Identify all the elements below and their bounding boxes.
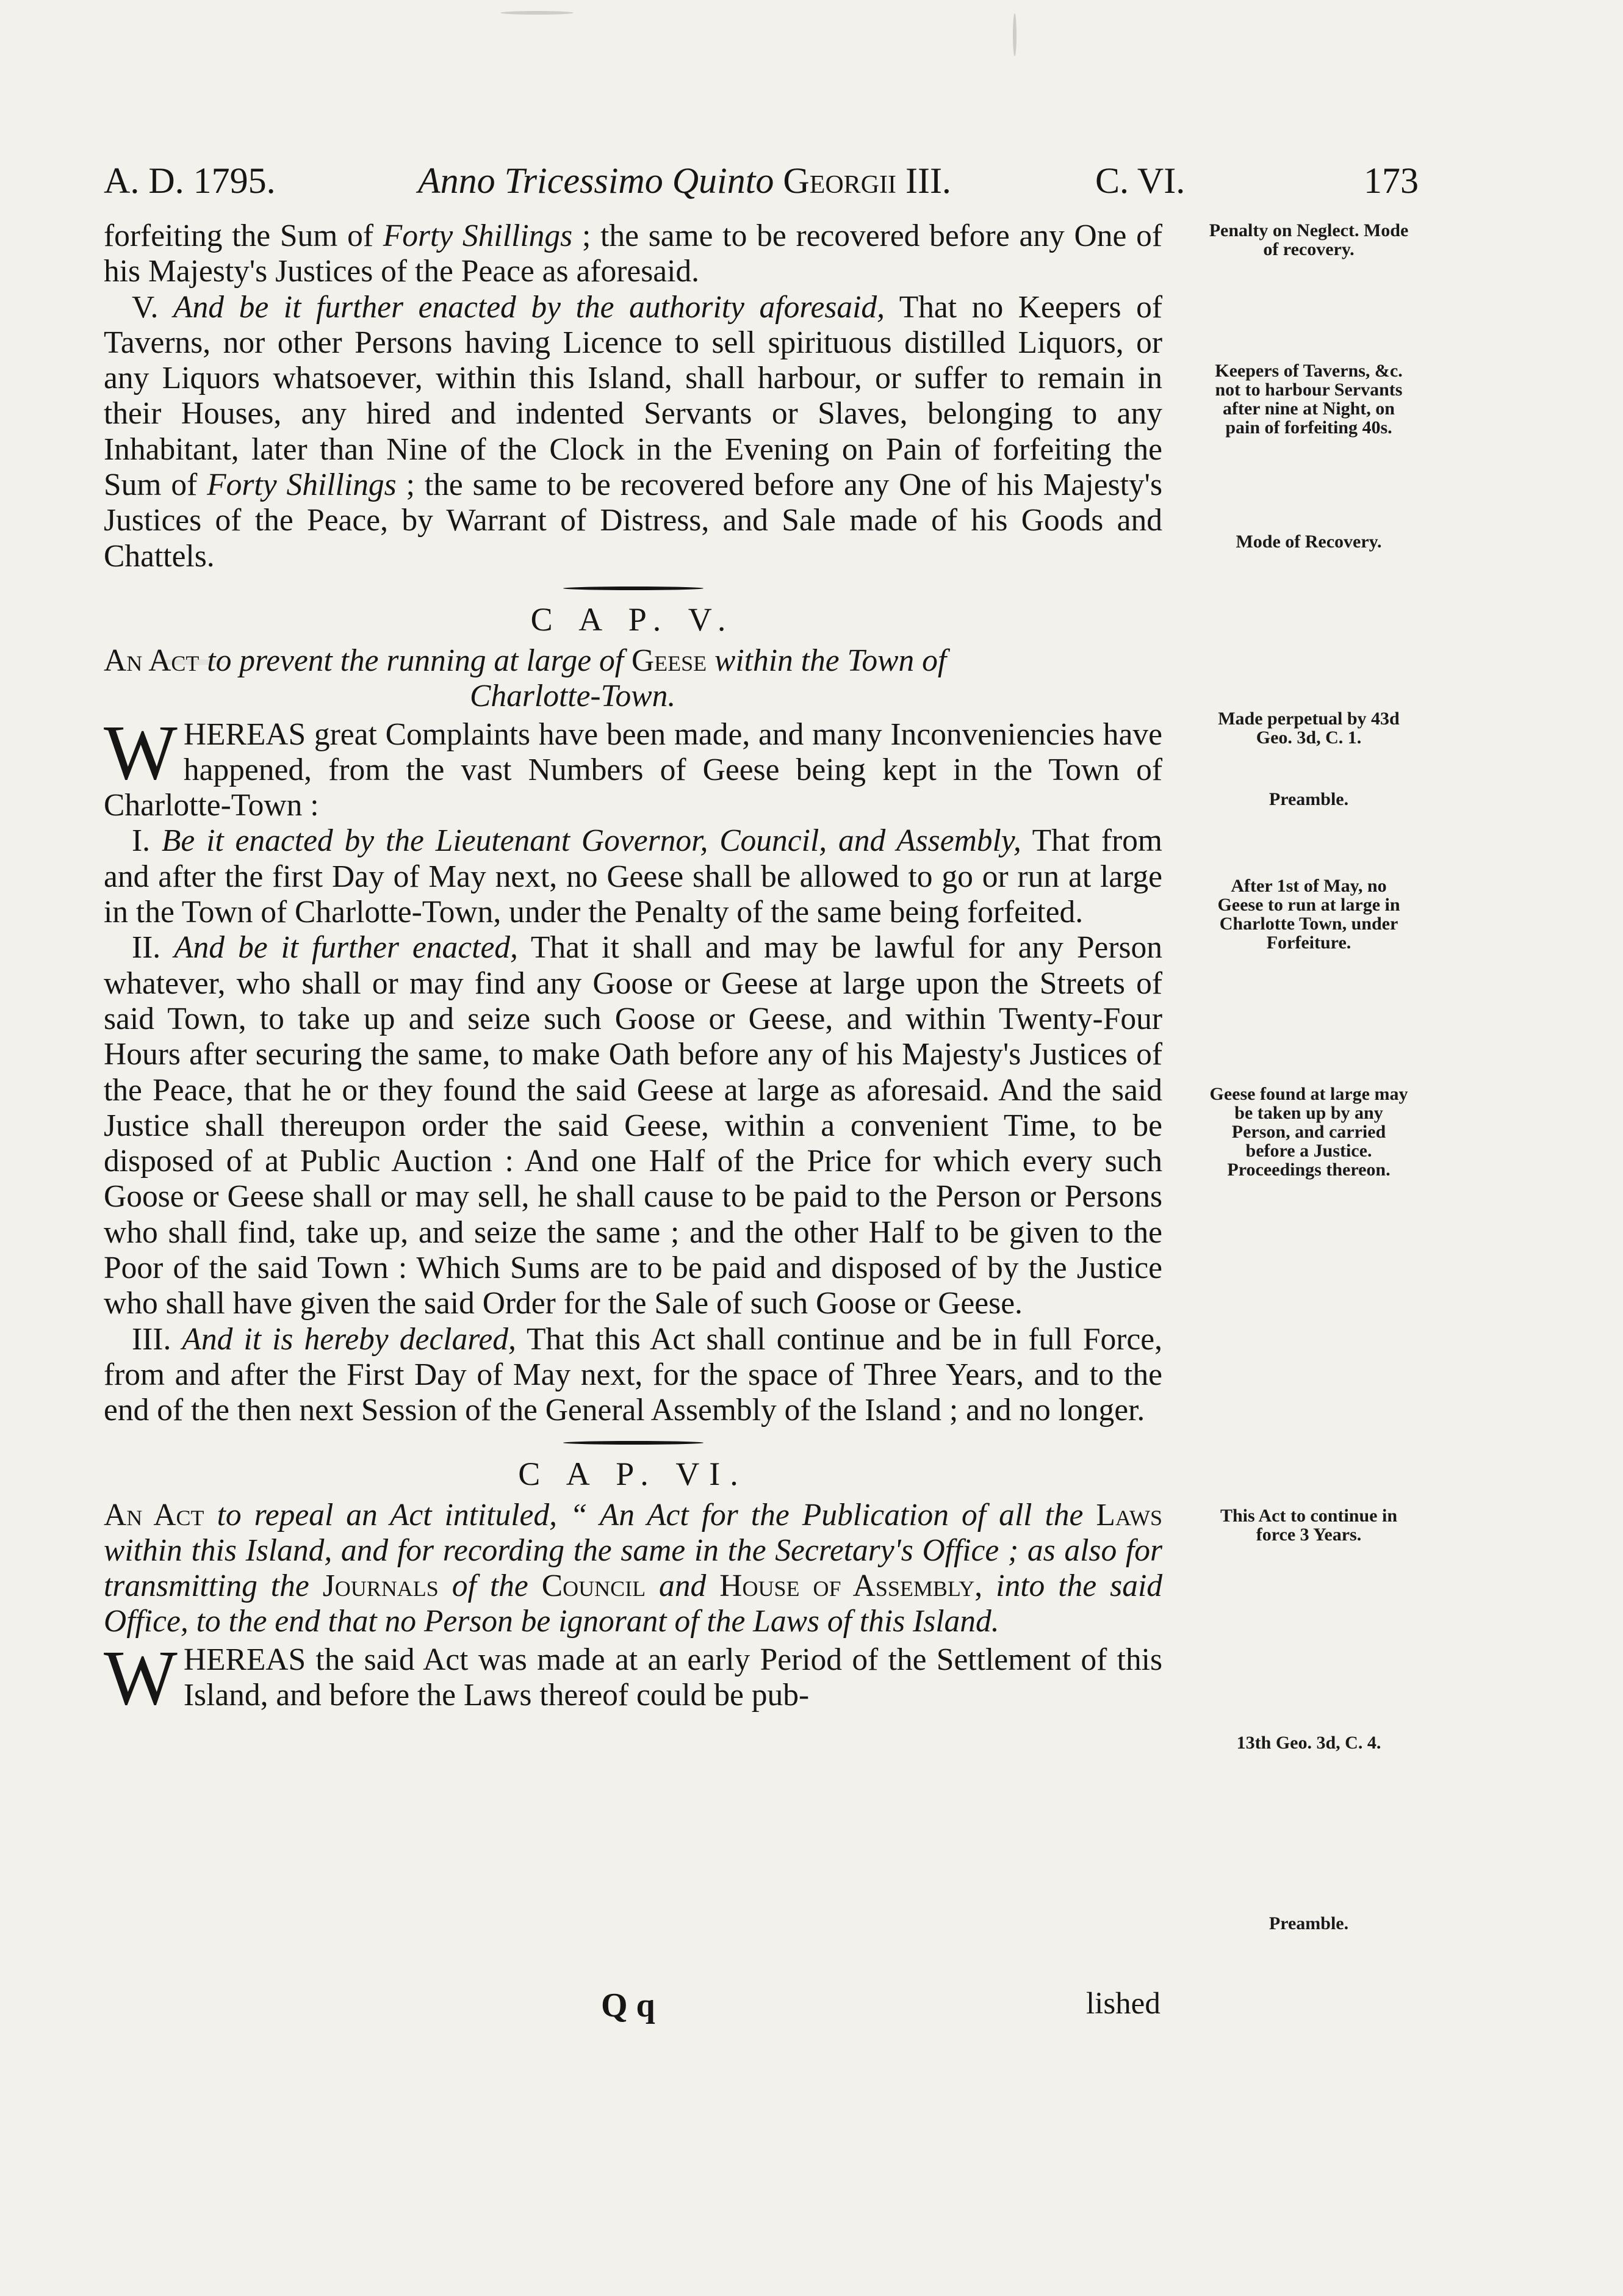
text: That it shall and may be lawful for any Person whatever, who shall or may find any Goose or Geese at large upon the Streets of said Town, to take up and seize such Goose or Geese, and within Twenty-Four Hours after securing the same, to make Oath before any of his Majesty's Justices of the Peace, that he or they found the said Geese at large as aforesaid. And the said Justice shall thereupon order the said Geese, within a convenient Time, to be disposed of at Public Auction : And one Half of the Price for which every such Goose or Geese shall or may sell, he shall cause to be paid to the Person or Persons who shall find, take up, and seize the same ; and the other Half to be given to the Poor of the said Town : Which Sums are to be paid and disposed of by the Justice who shall have given the said Order for the Sale of such Goose or Geese. [104,930,1163,1321]
margin-note: Preamble. [1269,789,1349,809]
page-number: 173 [1364,161,1419,201]
text-smallcaps: Journals [322,1569,439,1604]
section-iii [104,1322,1162,1429]
catchword: lished [1086,1987,1161,2021]
enacting-clause: And be it further enacted, [174,930,518,966]
text-italic: within this Island, and for recording the same in the Secretary's Office ; as also for transmitting the [104,1532,1162,1604]
header-chapter: C. VI. [1095,161,1186,201]
margin-note: Geese found at large may be taken up by any Person, and carried before a Justice. Proceedings thereon. [1209,1084,1408,1180]
margin-note: Made perpetual by 43d Geo. 3d, C. 1. [1218,709,1400,748]
act-title [104,1498,1162,1640]
drop-cap: W [104,709,178,796]
section-divider [563,583,704,593]
margin-note: Preamble. [1269,1913,1349,1933]
text-smallcaps: Geese [631,643,707,678]
section-number: III. [132,1321,171,1357]
text-italic: into the said Office, to the end that no Person be ignorant of the Laws of this Island. [104,1569,1163,1639]
signature-mark: Q q [601,1987,655,2024]
text-smallcaps: Laws [1096,1497,1162,1532]
margin-note: This Act to continue in force 3 Years. [1220,1506,1398,1545]
enacting-clause: Be it enacted by the Lieutenant Governor, Council, and Assembly, [161,823,1021,859]
scan-speck [1013,13,1017,56]
enacting-clause: And be it further enacted by the authority aforesaid, [173,289,885,325]
section-i [104,823,1162,930]
text-italic: to repeal an Act intituled, “ An Act for the Publication of all the [204,1497,1096,1532]
text: That this Act shall continue and be in full Force, from and after the First Day of May next, for the space of Three Years, and to the end of the then next Session of the General Assembly of the Island ; and no longer. [104,1321,1162,1428]
text: That no Keepers of Taverns, nor other Persons having Licence to sell spirituous distilled Liquors, or any Liquors whatsoever, within this Island, shall harbour, or suffer to remain in their Houses, any hired and indented Servants or Slaves, belonging to any Inhabitant, later than Nine of the Clock in the Evening on Pain of forfeiting the Sum of [104,289,1162,503]
text-italic: within the Town of [707,643,947,678]
text-italic: to prevent the running at large of [199,643,632,678]
header-year: A. D. 1795. [104,161,276,201]
margin-note: Mode of Recovery. [1236,532,1382,552]
act-title-continuation: Charlotte-Town. [470,679,676,714]
header-title [418,160,951,202]
act-title [104,643,1162,715]
chapter-heading: C A P. V. [530,601,736,638]
section-number: V. [132,289,159,325]
section-v [104,290,1162,574]
preamble [104,1634,1162,1721]
drop-cap: W [104,1634,178,1721]
text-smallcaps: House of Assembly, [719,1569,983,1604]
margin-note: Penalty on Neglect. Mode of recovery. [1209,220,1409,259]
section-divider [563,1437,704,1448]
text: HEREAS great Complaints have been made, and many Inconveniencies have happened, from the vast Numbers of Geese being kept in the Town of Charlotte-Town : [104,717,1162,823]
margin-note: 13th Geo. 3d, C. 4. [1236,1733,1381,1753]
text-italic: Forty Shillings [383,218,573,253]
text-italic: Forty Shillings [207,468,397,503]
margin-note: Keepers of Taverns, &c. not to harbour Servants after nine at Night, on pain of forfeiting 40s. [1215,361,1403,438]
section-number: II. [132,930,161,966]
section-number: I. [132,823,151,859]
act-lead: An Act [104,643,200,678]
header-title-roman: Georgii III. [783,161,951,201]
text-italic: of the [438,1569,542,1604]
scan-speck [500,11,574,15]
chapter-heading: C A P. VI. [518,1455,748,1492]
running-head [104,160,1419,209]
text: ; the same to be recovered before any One of his Majesty's Justices of the Peace as aforesaid. [104,218,1163,289]
text: ; the same to be recovered before any One of his Majesty's Justices of the Peace, by Warrant of Distress, and Sale made of his Goods and Chattels. [104,468,1162,574]
text: HEREAS the said Act was made at an early Period of the Settlement of this Island, and before the Laws thereof could be pub- [183,1642,1162,1713]
text: That from and after the first Day of May next, no Geese shall be allowed to go or run at large in the Town of Charlotte-Town, under the Penalty of the same being forfeited. [104,823,1162,930]
preamble [104,709,1162,824]
section-ii [104,930,1162,1321]
text: forfeiting the Sum of [104,218,383,253]
text-italic: and [646,1569,720,1604]
header-title-italic: Anno Tricessimo Quinto [418,161,774,201]
act-lead: An Act [104,1497,204,1532]
text-smallcaps: Council [541,1569,646,1604]
enacting-clause: And it is hereby declared, [182,1321,516,1357]
section-iv-end [104,218,1162,290]
margin-note: After 1st of May, no Geese to run at large in Charlotte Town, under Forfeiture. [1217,876,1400,953]
main-text [104,218,1163,1721]
